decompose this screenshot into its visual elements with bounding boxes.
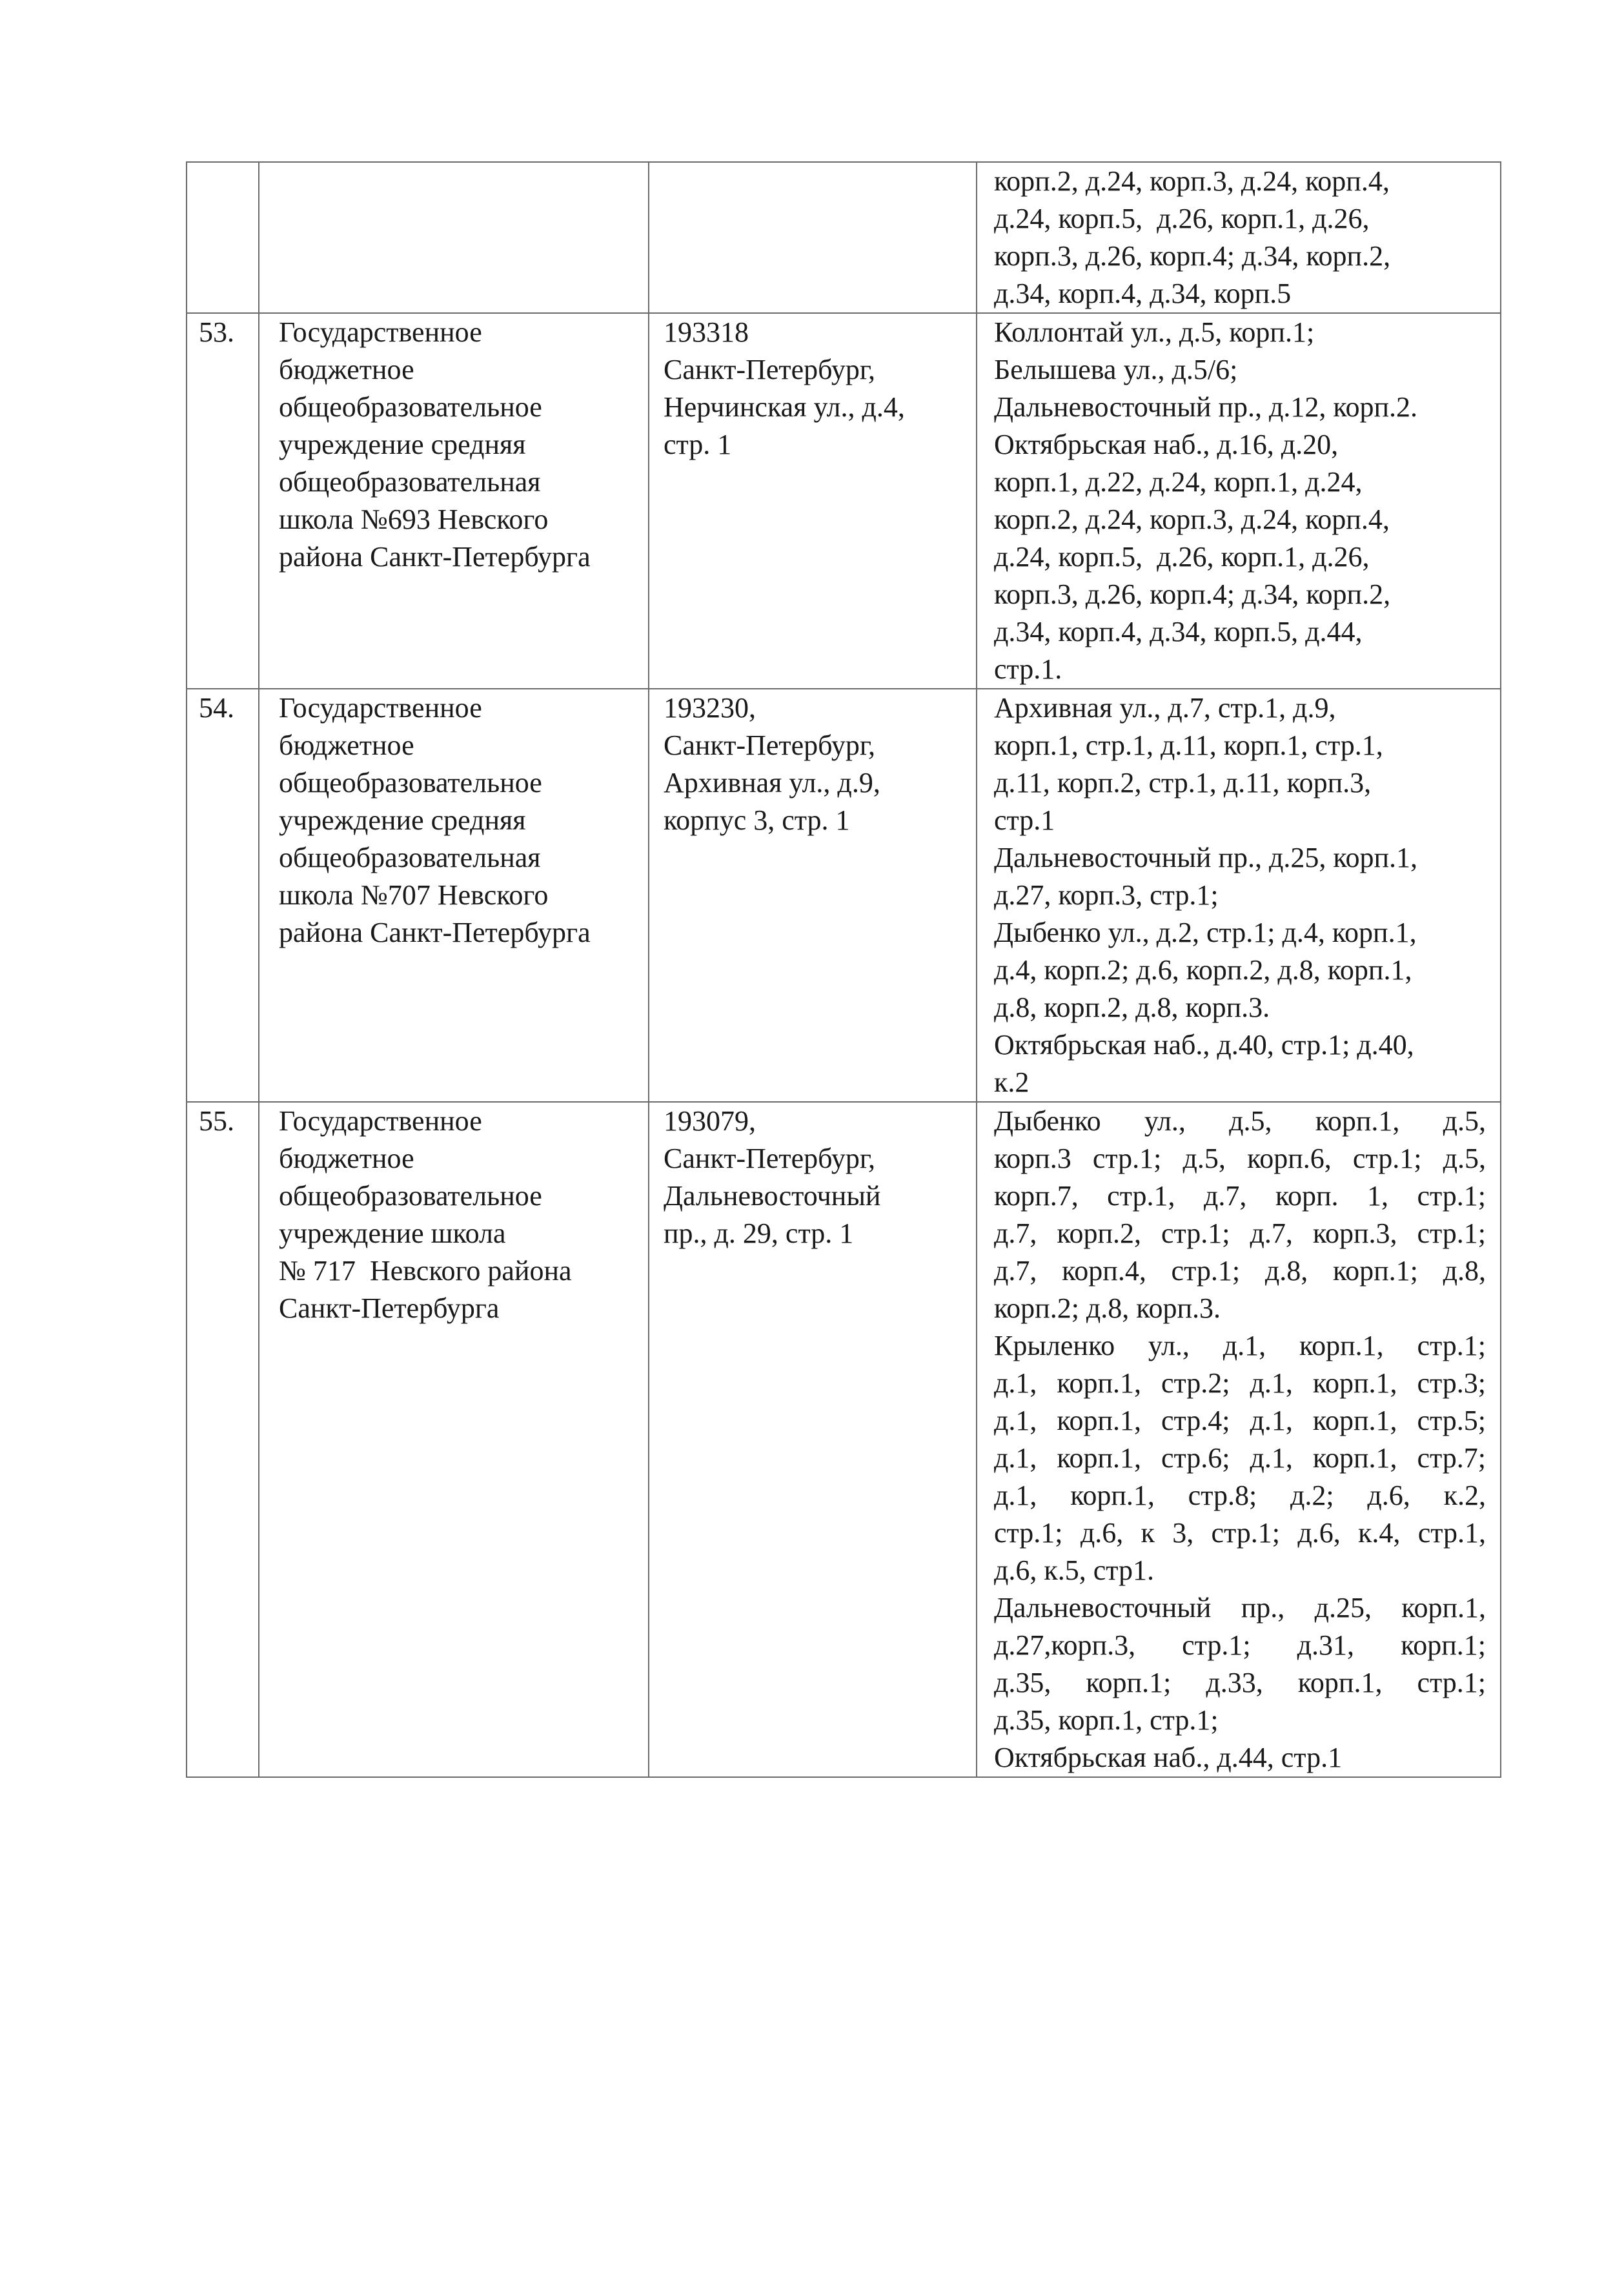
institution-address-cell: [649, 1102, 977, 1777]
row-number-cell: [187, 162, 259, 313]
assigned-address-line: стр.1; д.6, к 3, стр.1; д.6, к.4, стр.1,: [994, 1517, 1486, 1549]
assigned-address-line: Крыленко ул., д.1, корп.1, стр.1;: [994, 1330, 1486, 1361]
institution-name-line: бюджетное: [279, 354, 414, 385]
institution-name-line: учреждение школа: [279, 1217, 506, 1249]
assigned-address-line: к.2: [994, 1066, 1030, 1098]
assigned-address-line: д.27, корп.3, стр.1;: [994, 879, 1219, 911]
institution-name-line: учреждение средняя: [279, 429, 526, 460]
table-body: [187, 162, 1501, 1777]
institution-name-line: района Санкт-Петербурга: [279, 541, 591, 573]
assigned-address-line: д.7, корп.4, стр.1; д.8, корп.1; д.8,: [994, 1255, 1486, 1287]
institution-name-cell: [259, 162, 649, 313]
institution-name-line: общеобразовательное: [279, 391, 542, 423]
institution-address-line: 193230,: [664, 692, 756, 724]
assigned-address-line: д.11, корп.2, стр.1, д.11, корп.3,: [994, 767, 1372, 799]
assigned-address-line: д.34, корп.4, д.34, корп.5: [994, 278, 1292, 309]
institution-name-line: общеобразовательное: [279, 1180, 542, 1212]
assigned-address-line: корп.3 стр.1; д.5, корп.6, стр.1; д.5,: [994, 1143, 1486, 1174]
assigned-address-line: Октябрьская наб., д.40, стр.1; д.40,: [994, 1029, 1414, 1061]
table-row: [187, 162, 1501, 313]
institution-name-line: общеобразовательная: [279, 466, 541, 498]
assigned-address-line: д.35, корп.1, стр.1;: [994, 1704, 1219, 1736]
assigned-address-line: корп.3, д.26, корп.4; д.34, корп.2,: [994, 240, 1391, 272]
assigned-address-line: Белышева ул., д.5/6;: [994, 354, 1238, 385]
institution-address-line: пр., д. 29, стр. 1: [664, 1217, 854, 1249]
assigned-address-line: д.4, корп.2; д.6, корп.2, д.8, корп.1,: [994, 954, 1412, 986]
institution-name-line: Государственное: [279, 316, 482, 348]
institution-name-line: Государственное: [279, 1105, 482, 1137]
assigned-addresses-cell: [977, 1102, 1501, 1777]
institution-name-cell: [259, 689, 649, 1102]
table-row: [187, 313, 1501, 689]
assigned-addresses-cell: [977, 162, 1501, 313]
institution-name-line: школа №707 Невского: [279, 879, 549, 911]
institution-name-line: Государственное: [279, 692, 482, 724]
assigned-address-line: Дальневосточный пр., д.12, корп.2.: [994, 391, 1418, 423]
institution-address-cell: [649, 689, 977, 1102]
assigned-address-line: корп.1, стр.1, д.11, корп.1, стр.1,: [994, 729, 1383, 761]
institution-name-line: Санкт-Петербурга: [279, 1292, 500, 1324]
assigned-address-line: д.1, корп.1, стр.6; д.1, корп.1, стр.7;: [994, 1442, 1486, 1474]
institution-name-line: района Санкт-Петербурга: [279, 917, 591, 948]
institution-name-line: № 717 Невского района: [279, 1255, 572, 1287]
institution-address-line: Дальневосточный: [664, 1180, 881, 1212]
assigned-address-line: корп.7, стр.1, д.7, корп. 1, стр.1;: [994, 1180, 1486, 1212]
row-number-cell: [187, 1102, 259, 1777]
assigned-addresses-cell: [977, 689, 1501, 1102]
row-number: 53.: [199, 316, 234, 348]
assigned-address-line: д.27,корп.3, стр.1; д.31, корп.1;: [994, 1629, 1486, 1661]
address-table: [186, 161, 1501, 1778]
institution-address-line: стр. 1: [664, 429, 732, 460]
institution-address-line: корпус 3, стр. 1: [664, 804, 850, 836]
institution-name-line: бюджетное: [279, 729, 414, 761]
assigned-address-line: корп.2, д.24, корп.3, д.24, корп.4,: [994, 165, 1390, 197]
assigned-address-line: д.7, корп.2, стр.1; д.7, корп.3, стр.1;: [994, 1217, 1486, 1249]
row-number: 55.: [199, 1105, 234, 1137]
institution-address-cell: [649, 162, 977, 313]
assigned-address-line: Дыбенко ул., д.5, корп.1, д.5,: [994, 1105, 1486, 1137]
assigned-address-line: д.6, к.5, стр1.: [994, 1554, 1155, 1586]
table-row: [187, 689, 1501, 1102]
assigned-address-line: Октябрьская наб., д.16, д.20,: [994, 429, 1339, 460]
assigned-address-line: Дальневосточный пр., д.25, корп.1,: [994, 1592, 1486, 1623]
assigned-address-line: Октябрьская наб., д.44, стр.1: [994, 1742, 1343, 1773]
assigned-address-line: д.1, корп.1, стр.2; д.1, корп.1, стр.3;: [994, 1367, 1486, 1399]
institution-address-line: Нерчинская ул., д.4,: [664, 391, 905, 423]
row-number-cell: [187, 689, 259, 1102]
assigned-address-line: стр.1.: [994, 653, 1062, 685]
assigned-address-line: д.24, корп.5, д.26, корп.1, д.26,: [994, 541, 1370, 573]
institution-address-line: Санкт-Петербург,: [664, 729, 875, 761]
assigned-address-line: Дальневосточный пр., д.25, корп.1,: [994, 842, 1418, 873]
assigned-address-line: корп.3, д.26, корп.4; д.34, корп.2,: [994, 578, 1391, 610]
row-number: 54.: [199, 692, 234, 724]
institution-name-line: общеобразовательное: [279, 767, 542, 799]
table-row: [187, 1102, 1501, 1777]
assigned-address-line: д.34, корп.4, д.34, корп.5, д.44,: [994, 616, 1363, 647]
assigned-address-line: Дыбенко ул., д.2, стр.1; д.4, корп.1,: [994, 917, 1417, 948]
institution-name-cell: [259, 313, 649, 689]
assigned-address-line: Коллонтай ул., д.5, корп.1;: [994, 316, 1315, 348]
institution-address-line: 193079,: [664, 1105, 756, 1137]
assigned-address-line: стр.1: [994, 804, 1055, 836]
institution-name-cell: [259, 1102, 649, 1777]
institution-name-line: учреждение средняя: [279, 804, 526, 836]
assigned-address-line: корп.2, д.24, корп.3, д.24, корп.4,: [994, 504, 1390, 535]
institution-name-line: школа №693 Невского: [279, 504, 549, 535]
institution-address-cell: [649, 313, 977, 689]
assigned-address-line: д.24, корп.5, д.26, корп.1, д.26,: [994, 203, 1370, 234]
institution-address-line: Санкт-Петербург,: [664, 1143, 875, 1174]
assigned-address-line: корп.1, д.22, д.24, корп.1, д.24,: [994, 466, 1363, 498]
institution-address-line: Санкт-Петербург,: [664, 354, 875, 385]
assigned-address-line: д.8, корп.2, д.8, корп.3.: [994, 992, 1270, 1023]
institution-name-line: бюджетное: [279, 1143, 414, 1174]
assigned-address-line: корп.2; д.8, корп.3.: [994, 1292, 1221, 1324]
institution-address-line: Архивная ул., д.9,: [664, 767, 880, 799]
assigned-address-line: Архивная ул., д.7, стр.1, д.9,: [994, 692, 1336, 724]
assigned-address-line: д.35, корп.1; д.33, корп.1, стр.1;: [994, 1667, 1486, 1698]
row-number-cell: [187, 313, 259, 689]
institution-name-line: общеобразовательная: [279, 842, 541, 873]
assigned-address-line: д.1, корп.1, стр.8; д.2; д.6, к.2,: [994, 1480, 1486, 1511]
assigned-addresses-cell: [977, 313, 1501, 689]
institution-address-line: 193318: [664, 316, 749, 348]
assigned-address-line: д.1, корп.1, стр.4; д.1, корп.1, стр.5;: [994, 1405, 1486, 1436]
